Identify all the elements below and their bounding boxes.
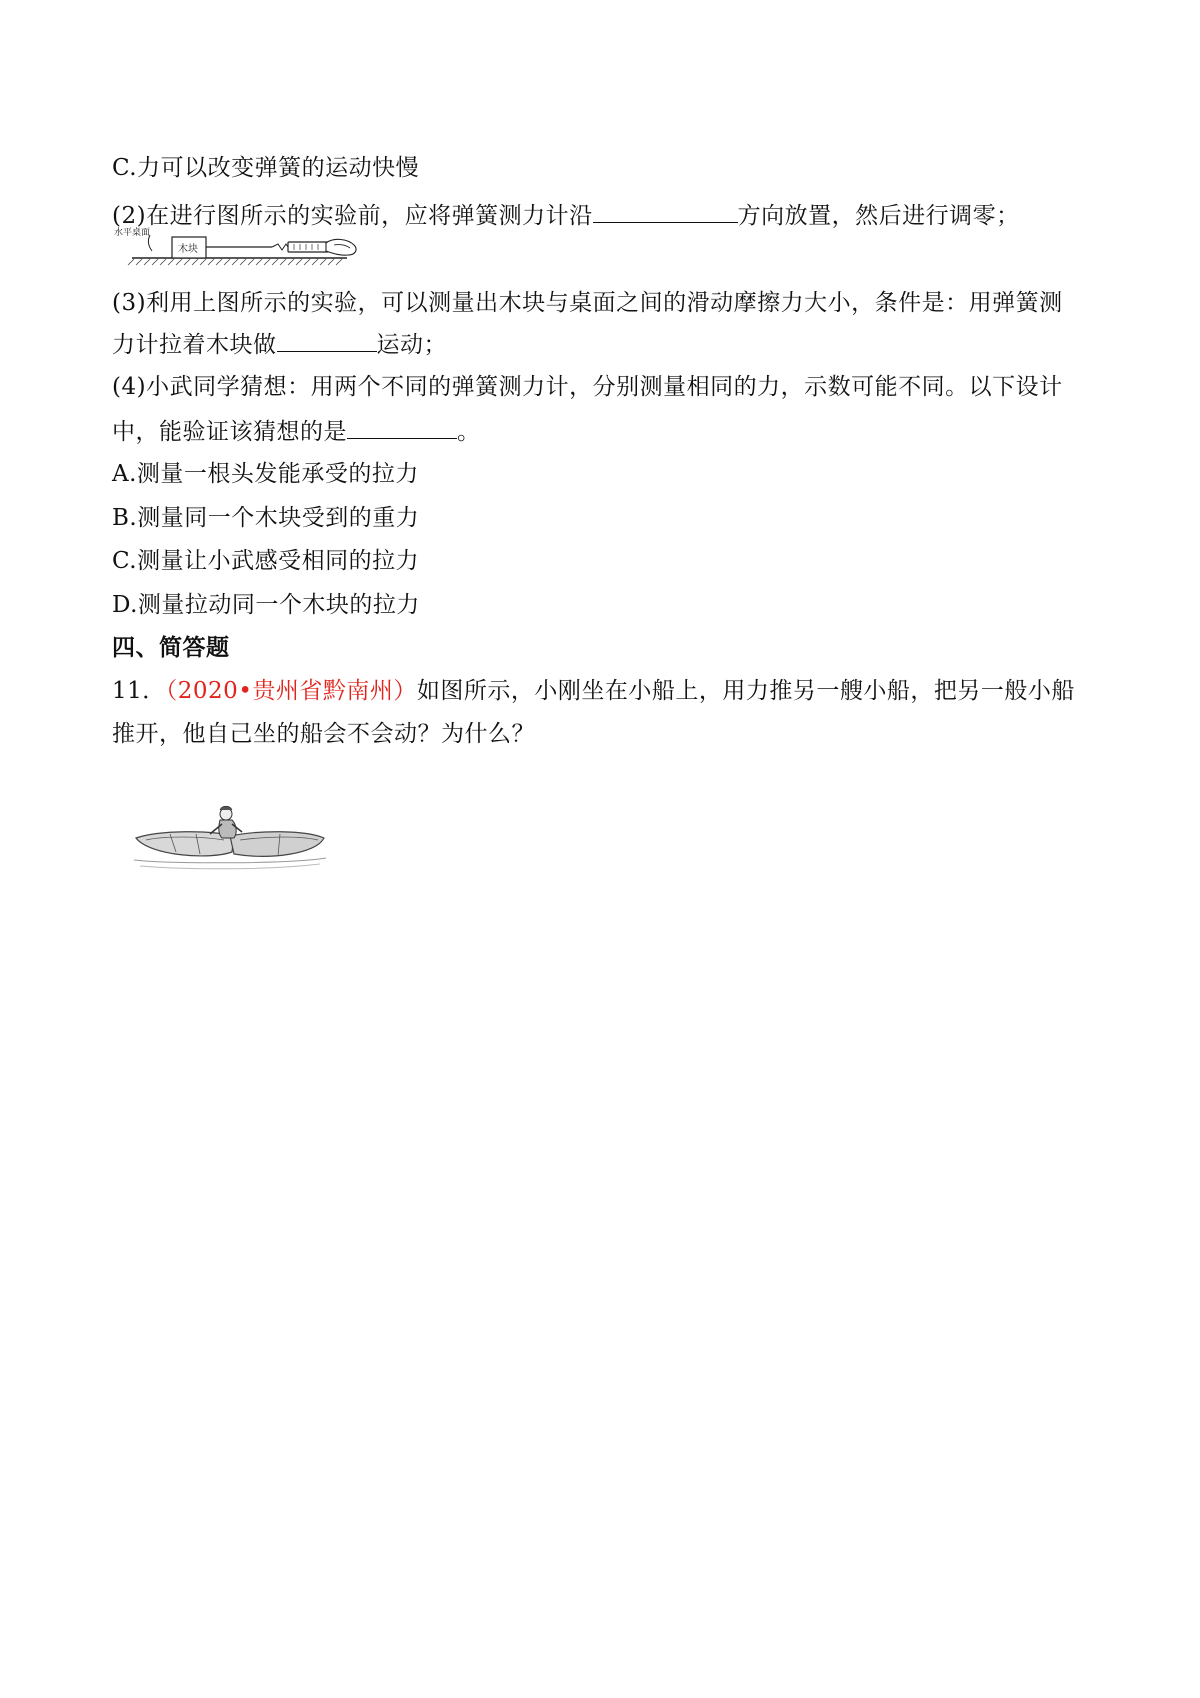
q11-number: 11．	[112, 678, 166, 704]
q10-part4-text-end: 。	[457, 419, 481, 445]
scale-hook	[272, 244, 288, 250]
q10-part3-line2	[112, 329, 447, 360]
choice-a: A.测量一根头发能承受的拉力	[112, 461, 419, 487]
boats-figure	[130, 800, 330, 872]
choice-b: B.测量同一个木块受到的重力	[112, 505, 420, 531]
q10-option-c: C.力可以改变弹簧的运动快慢	[112, 155, 420, 181]
q10-part4-line2	[112, 416, 481, 447]
q10-part3-text-end: 运动；	[376, 332, 447, 358]
q10-part2-text-end: 方向放置，然后进行调零；	[737, 203, 1020, 229]
block-label: 木块	[178, 244, 198, 255]
spring-scale-experiment-figure	[112, 225, 362, 271]
q10-part4-line1: (4)小武同学猜想：用两个不同的弹簧测力计，分别测量相同的力，示数可能不同。以下设计	[112, 374, 1063, 400]
table-label: 水平桌面	[114, 228, 151, 238]
q10-part2-text: (2)在进行图所示的实验前，应将弹簧测力计沿	[112, 203, 593, 229]
choice-d: D.测量拉动同一个木块的拉力	[112, 592, 420, 618]
answer-blank-direction[interactable]	[593, 200, 738, 223]
label-pointer	[148, 235, 152, 251]
q10-part3-line1: (3)利用上图所示的实验，可以测量出木块与桌面之间的滑动摩擦力大小，条件是：用弹簧测	[112, 290, 1063, 316]
table-hatching	[128, 259, 342, 265]
section-heading-short-answer: 四、简答题	[112, 634, 230, 661]
q11-source: （2020•贵州省黔南州）	[165, 678, 417, 704]
water-line	[134, 858, 326, 863]
right-boat	[230, 832, 324, 857]
q10-part4-text: 中，能验证该猜想的是	[112, 419, 347, 445]
answer-blank-motion[interactable]	[277, 329, 377, 352]
hand-icon	[326, 239, 356, 255]
q11-line1	[112, 676, 1075, 706]
q11-line2: 推开，他自己坐的船会不会动？为什么？	[112, 721, 535, 747]
q11-text: 如图所示，小刚坐在小船上，用力推另一艘小船，把另一般小船	[416, 678, 1075, 704]
left-boat	[136, 832, 234, 856]
answer-blank-design[interactable]	[347, 416, 457, 439]
choice-c: C.测量让小武感受相同的拉力	[112, 548, 420, 574]
q10-part3-text: 力计拉着木块做	[112, 332, 277, 358]
